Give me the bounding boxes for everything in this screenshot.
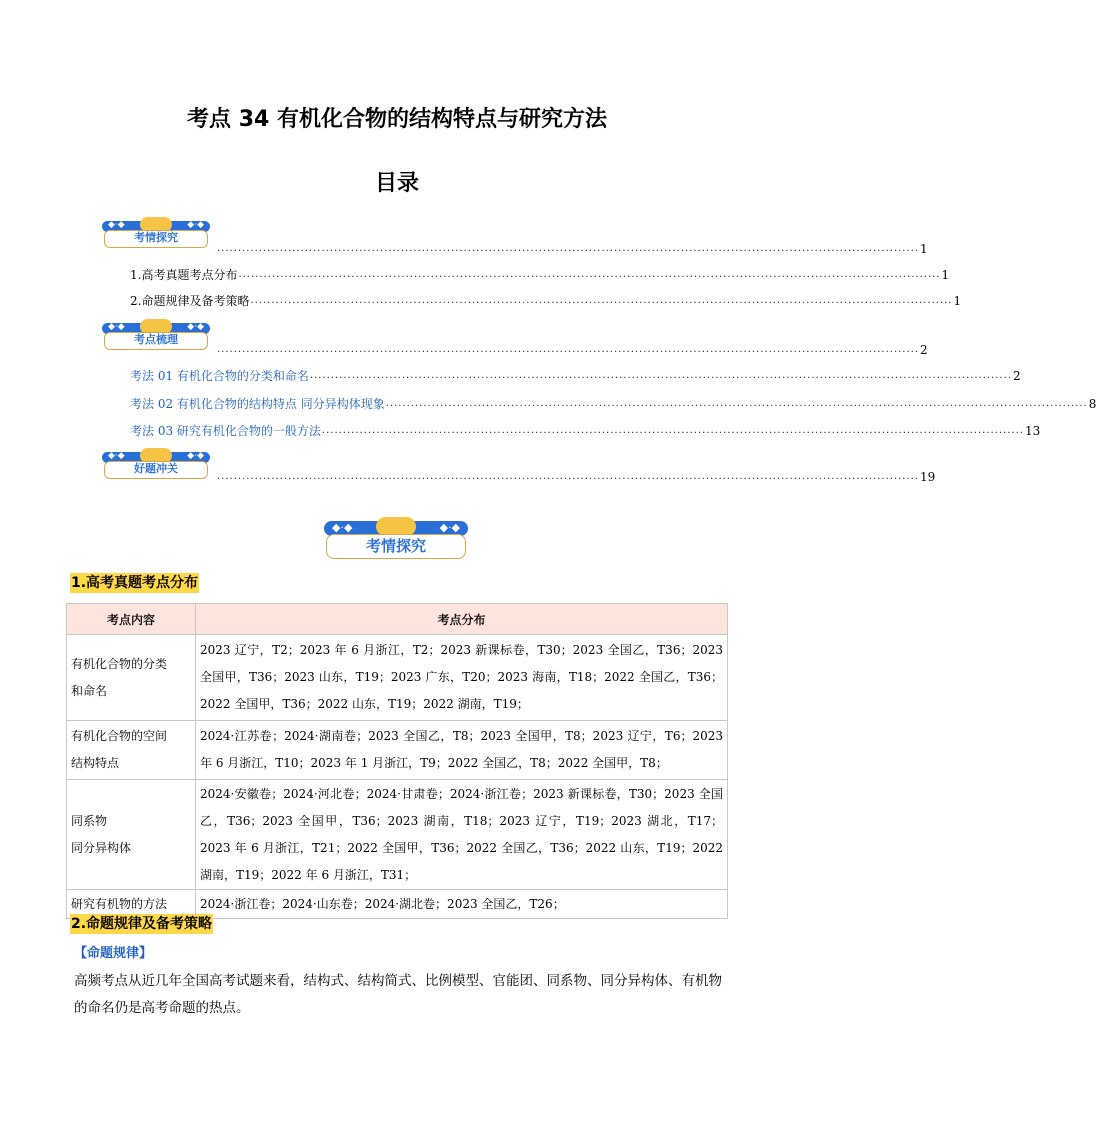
table-header: 考点内容 — [67, 604, 196, 635]
table-cell-distribution: 2024·江苏卷；2024·湖南卷；2023 全国乙，T8；2023 全国甲，T8；2023 辽宁，T6；2023 年 6 月浙江，T10；2023 年 1 月浙江，T9；2022 全国乙，T8；2022 全国甲，T8； — [196, 721, 728, 780]
toc-entry[interactable]: ........................................................................................................................................................................ 2 — [217, 343, 928, 357]
table-row — [67, 635, 728, 721]
toc-badge-explore[interactable]: ◆·◆ ◆·◆ 考情探究 — [102, 219, 210, 251]
toc-heading: 目录 — [374, 171, 419, 196]
toc-entry[interactable]: ........................................................................................................................................................................ 19 — [217, 470, 936, 484]
page-title: 考点 34 有机化合物的结构特点与研究方法 — [187, 107, 607, 132]
table-cell-topic: 研究有机物的方法 — [67, 890, 196, 919]
section-badge-label: 考情探究 — [365, 537, 426, 555]
rule-label: 【命题规律】 — [74, 946, 153, 961]
table-cell-topic: 有机化合物的分类 和命名 — [67, 635, 196, 721]
badge-label: 考情探究 — [134, 231, 178, 244]
toc-badge-sort[interactable]: ◆·◆ ◆·◆ 考点梳理 — [102, 321, 210, 353]
table-cell-distribution: 2024·浙江卷；2024·山东卷；2024·湖北卷；2023 全国乙，T26； — [196, 890, 728, 919]
section-badge: ◆·◆ ◆·◆ 考情探究 — [324, 519, 468, 561]
toc-entry[interactable]: 考法 03 研究有机化合物的一般方法 ........................................................................................................................................................................ 13 — [130, 424, 1041, 438]
table-header: 考点分布 — [196, 604, 728, 635]
exam-distribution-table — [66, 603, 728, 919]
toc-entry[interactable]: 1.高考真题考点分布 ........................................................................................................................................................................ 1 — [130, 268, 950, 282]
toc-badge-practice[interactable]: ◆·◆ ◆·◆ 好题冲关 — [102, 450, 210, 482]
table-cell-topic: 同系物 同分异构体 — [67, 780, 196, 890]
section-heading: 2.命题规律及备考策略 — [71, 916, 213, 932]
toc-entry[interactable]: ........................................................................................................................................................................ 1 — [217, 242, 928, 256]
badge-label: 考点梳理 — [134, 333, 178, 346]
table-cell-distribution: 2024·安徽卷；2024·河北卷；2024·甘肃卷；2024·浙江卷；2023 新课标卷，T30；2023 全国乙，T36；2023 全国甲，T36；2023 湖南，T18；2023 辽宁，T19；2023 湖北，T17；2023 年 6 月浙江，T21；2022 全国甲，T36；2022 全国乙，T36；2022 山东，T19；2022 湖南，T19；2022 年 6 月浙江，T31； — [196, 780, 728, 890]
body-paragraph: 高频考点从近几年全国高考试题来看，结构式、结构简式、比例模型、官能团、同系物、同分异构体、有机物的命名仍是高考命题的热点。 — [74, 973, 722, 1016]
table-cell-topic: 有机化合物的空间 结构特点 — [67, 721, 196, 780]
toc-entry[interactable]: 2.命题规律及备考策略 ........................................................................................................................................................................ 1 — [130, 294, 962, 308]
badge-label: 好题冲关 — [134, 462, 178, 475]
toc-entry[interactable]: 考法 02 有机化合物的结构特点 同分异构体现象 ........................................................................................................................................................................ 8 — [130, 397, 1096, 411]
section-heading: 1.高考真题考点分布 — [71, 575, 199, 591]
toc-entry[interactable]: 考法 01 有机化合物的分类和命名 ........................................................................................................................................................................ 2 — [130, 369, 1021, 383]
table-row — [67, 780, 728, 890]
table-cell-distribution: 2023 辽宁，T2；2023 年 6 月浙江，T2；2023 新课标卷，T30；2023 全国乙，T36；2023 全国甲，T36；2023 山东，T19；2023 广东，T20；2023 海南，T18；2022 全国乙，T36；2022 全国甲，T36；2022 山东，T19；2022 湖南，T19； — [196, 635, 728, 721]
table-row — [67, 721, 728, 780]
